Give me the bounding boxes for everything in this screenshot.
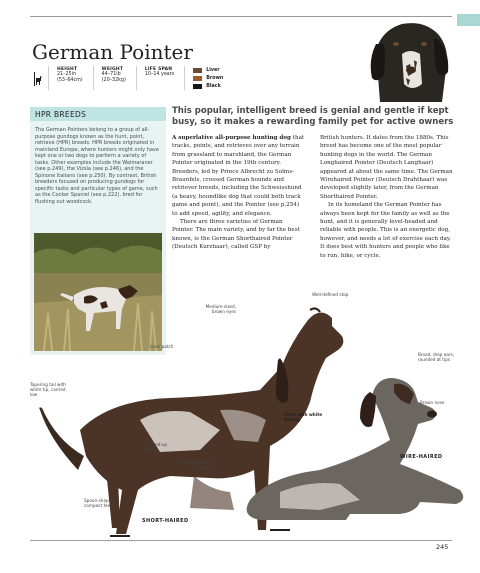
lead-in: A superlative all-purpose hunting dog: [172, 135, 291, 141]
coat-colors: [184, 66, 223, 90]
page-number: 245: [436, 543, 449, 551]
color-swatch: [193, 68, 202, 73]
annotation-belly: Tucked-up belly: [146, 442, 168, 452]
sidebar-title: HPR BREEDS: [30, 107, 166, 121]
weight-stat: [93, 66, 126, 90]
sidebar-text: The German Pointers belong to a group of all-purpose gundogs known as the hunt, point, retrieve (HPR) breeds. HPR breeds originated in mainland Europe, where hunters might only have kept one or two dogs to perform a variety of tasks. Other examples include the Weimaraner (see p.249), the Vizsla (see p.246), and the Spinone Italiano (see p.250). By contrast, British breeders focused on producing gundogs for specific tasks and particular types of game, such as the Cocker Spaniel (see p.222), bred for flushing out woodcock.: [35, 127, 159, 205]
body-paragraph: that tracks, points, and retrieves over any terrain from grassland to marshland, the German Pointer originated in the 19th century. Breeders, led by Prince Albrecht zu Solms-Braunfels, crossed German hounds and retriever breeds, including the Schweisshund (a heavy, houndlike dog that could both track game and point), and the Pointer (see p.254) to add speed, agility, and elegance.: [172, 135, 305, 217]
intro-heading: This popular, intelligent breed is genial and gentle if kept busy, so it makes a rewarding family pet for active owners: [172, 106, 454, 127]
section-tab: [457, 14, 480, 26]
annotation-liver-patch: Liver patch: [150, 344, 174, 349]
label-wire-haired: WIRE-HAIRED: [400, 454, 443, 460]
lifespan-head: LIFE SPAN: [144, 67, 173, 72]
color-row-brown: [193, 75, 223, 82]
label-short-haired: SHORT-HAIRED: [142, 518, 189, 524]
annotation-ears: Broad, drop ears, rounded at tips: [418, 352, 455, 362]
height-in: 21–25in: [57, 72, 76, 77]
bottom-rule: [30, 540, 452, 541]
color-name: Liver: [206, 68, 220, 73]
annotation-coat: Coat coarse to touch: [179, 460, 210, 470]
annotation-stop: Well-defined stop: [312, 292, 349, 297]
body-paragraph: British hunters. It dates from the 1880s. This breed has become one of the most popular hunting dogs in the world. The German Longhaired Pointer (Deutsch Langhaar) appeared at about the same time. The German Wirehaired Pointer (Deutsch Drahthaar) was developed slightly later, from the German Shorthaired Pointer.: [320, 135, 453, 200]
height-cm: (53–64cm): [57, 78, 83, 83]
color-swatch: [193, 76, 202, 81]
weight-kg: (20–32kg): [101, 78, 126, 83]
color-name: Brown: [206, 76, 224, 81]
color-row-liver: [193, 67, 223, 74]
page-title: German Pointer: [32, 40, 193, 64]
color-name: Black: [206, 84, 221, 89]
height-stat: [48, 66, 83, 90]
color-swatch: [193, 84, 202, 89]
body-paragraph: In its homeland the German Pointer has always been kept for the family as well as the hunt, and it is generally level-headed and reliable with people. This is an energetic dog, however, and needs a lot of exercise each day. It does best with hunters and people who like to run, hike, or cycle.: [320, 202, 452, 259]
annotation-brown-nose: Brown nose: [420, 400, 445, 405]
size-icon-col: [32, 66, 42, 90]
annotation-liver-white: Liver with white ticking: [284, 412, 323, 422]
lifespan-stat: [136, 66, 174, 90]
body-column-1: [172, 134, 305, 252]
height-head: HEIGHT: [57, 67, 78, 72]
body-paragraph: There are three varieties of German Pointer. The main variety, and by far the best known, is the German Shorthaired Pointer (Deutsch Kurzhaar), called GSP by: [172, 219, 300, 251]
weight-lb: 44–71lb: [101, 72, 121, 77]
annotation-tail: Tapering tail with white tip, carried low: [30, 382, 66, 397]
pointer-head-photo: [362, 14, 456, 104]
weight-head: WEIGHT: [101, 67, 124, 72]
annotation-eyes: Medium-sized, brown eyes: [205, 304, 236, 314]
annotation-feet: Spoon-shaped, compact feet: [84, 498, 116, 508]
dog-size-icon: [32, 72, 42, 86]
dogs-illustration: [20, 280, 480, 550]
lifespan-years: 10–14 years: [144, 72, 175, 77]
breed-stats: [32, 66, 223, 90]
body-column-2: [320, 134, 453, 260]
color-row-black: [193, 83, 223, 90]
